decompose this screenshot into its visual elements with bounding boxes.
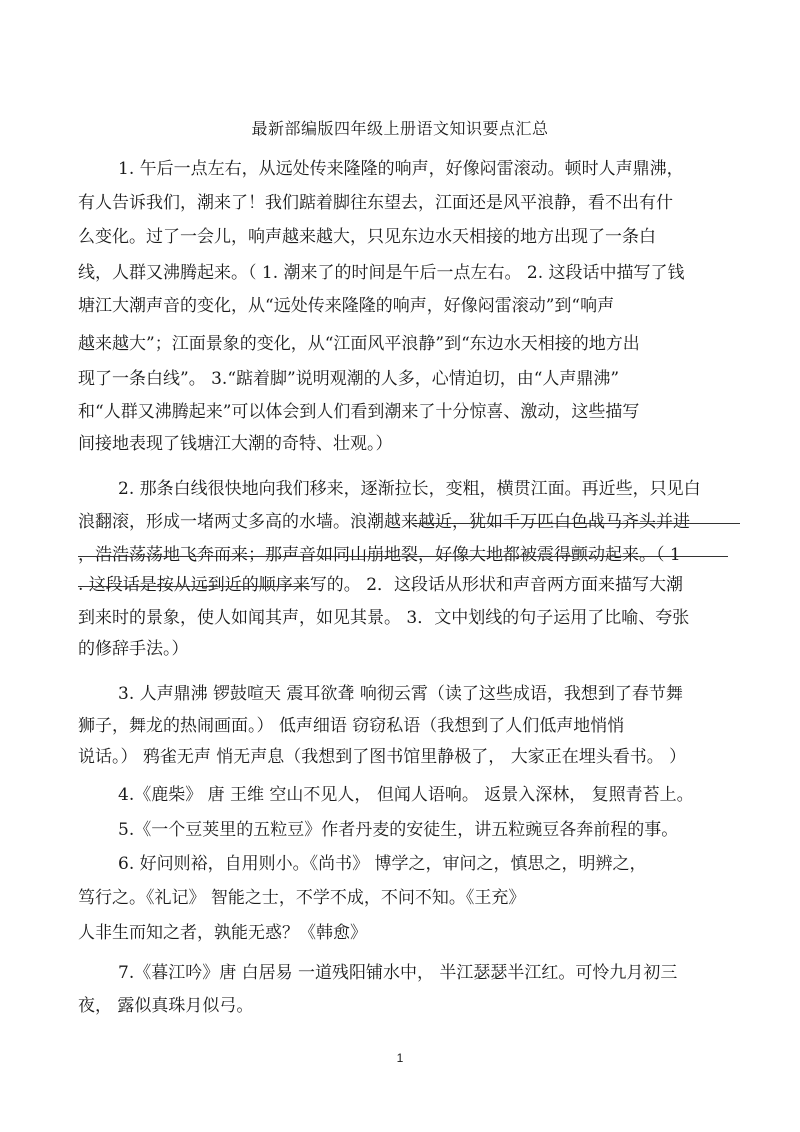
paragraph-1-line-4: 线，人群又沸腾起来。（ 1. 潮来了的时间是午后一点左右。 2. 这段话中描写了钱: [78, 263, 685, 283]
page-number: 1: [396, 1051, 404, 1065]
paragraph-3-line-1: 3. 人声鼎沸 锣鼓喧天 震耳欲聋 响彻云霄（读了这些成语，我想到了春节舞: [118, 684, 683, 704]
paragraph-3-line-3: 说话。） 鸦雀无声 悄无声息（我想到了图书馆里静极了， 大家正在埋头看书。 ）: [78, 747, 687, 767]
paragraph-1-line-5: 塘江大潮声音的变化，从“远处传来隆隆的响声，好像闷雷滚动”到“响声: [78, 296, 615, 316]
paragraph-2-line-5: 到来时的景象，使人如闻其声，如见其景。 3．文中划线的句子运用了比喻、夸张: [78, 608, 690, 628]
paragraph-2-line-6: 的修辞手法。）: [78, 639, 189, 659]
paragraph-3-line-2: 狮子，舞龙的热闹画面。） 低声细语 窃窃私语（我想到了人们低声地悄悄: [78, 716, 625, 736]
paragraph-2-line-1: 2. 那条白线很快地向我们移来，逐渐拉长，变粗，横贯江面。再近些，只见白: [118, 479, 701, 499]
paragraph-1-line-7: 现了一条白线”。 3.“踮着脚”说明观潮的人多，心情迫切，由“人声鼎沸”: [78, 369, 620, 389]
paragraph-2-line-2: 浪翻滚，形成一堵两丈多高的水墙。浪潮越来越近，犹如千万匹白色战马齐头并进: [78, 512, 690, 532]
paragraph-5-line-1: 5.《一个豆荚里的五粒豆》作者丹麦的安徒生，讲五粒豌豆各奔前程的事。: [118, 820, 679, 840]
strike-line-2: [78, 556, 728, 557]
paragraph-7-line-1: 7.《暮江吟》唐 白居易 一道残阳铺水中， 半江瑟瑟半江红。可怜九月初三: [118, 963, 678, 983]
paragraph-2-line-4: . 这段话是按从远到近的顺序来写的。 2．这段话从形状和声音两方面来描写大潮: [78, 575, 684, 595]
paragraph-6-line-3: 人非生而知之者，孰能无惑？《韩愈》: [78, 923, 367, 943]
paragraph-1-line-2: 有人告诉我们，潮来了！我们踮着脚往东望去，江面还是风平浪静，看不出有什: [78, 193, 673, 213]
paragraph-1-line-1: 1. 午后一点左右，从远处传来隆隆的响声，好像闷雷滚动。顿时人声鼎沸，: [118, 159, 684, 179]
paragraph-4-line-1: 4.《鹿柴》 唐 王维 空山不见人， 但闻人语响。 返景入深林， 复照青苔上。: [118, 785, 694, 805]
paragraph-2-line-3: ，浩浩荡荡地飞奔而来；那声音如同山崩地裂，好像大地都被震得颤动起来。（ 1: [78, 545, 681, 565]
strike-line-1: [412, 523, 740, 524]
document-title: 最新部编版四年级上册语文知识要点汇总: [251, 119, 549, 138]
paragraph-6-line-2: 笃行之。《礼记》 智能之士，不学不成，不问不知。《王充》: [78, 888, 526, 908]
strike-line-3: [78, 586, 310, 587]
paragraph-1-line-3: 么变化。过了一会儿，响声越来越大，只见东边水天相接的地方出现了一条白: [78, 227, 656, 247]
paragraph-1-line-8: 和“人群又沸腾起来”可以体会到人们看到潮来了十分惊喜、激动，这些描写: [78, 402, 640, 422]
paragraph-1-line-6: 越来越大”；江面景象的变化，从“江面风平浪静”到“东边水天相接的地方出: [78, 334, 640, 354]
paragraph-7-line-2: 夜， 露似真珠月似弓。: [78, 996, 254, 1016]
paragraph-6-line-1: 6. 好问则裕，自用则小。《尚书》 博学之，审问之，慎思之，明辨之，: [118, 854, 647, 874]
paragraph-1-line-9: 间接地表现了钱塘江大潮的奇特、壮观。）: [78, 434, 393, 454]
